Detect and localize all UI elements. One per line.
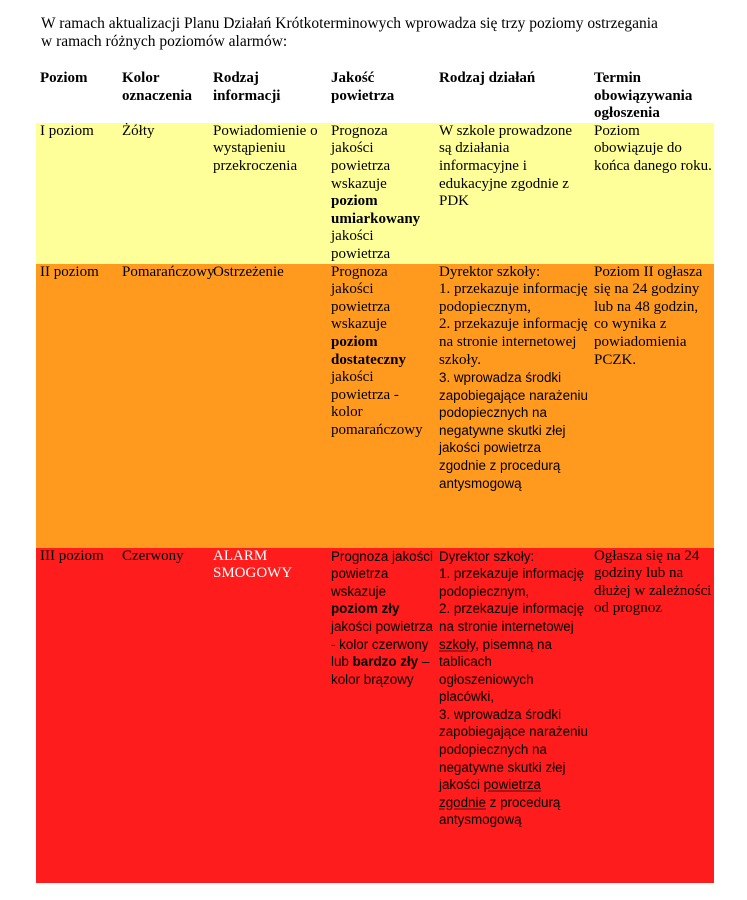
cell-kolor: Czerwony — [118, 548, 209, 883]
jakosc-text: Prognoza jakości powietrza wskazuje — [331, 122, 391, 192]
jakosc-text-post: jakości powietrza — [331, 228, 391, 262]
cell-dzialania — [435, 548, 590, 883]
header-poziom: Poziom — [40, 70, 88, 86]
jakosc-bold: poziom umiarkowany — [331, 193, 421, 227]
intro-line-2: w ramach różnych poziomów alarmów: — [41, 33, 288, 50]
dzialania-item-2: 2. przekazuje informację na stronie internetowej szkoły. — [439, 316, 588, 368]
dzialania-item-3: 3. wprowadza środki zapobiegające narażeniu podopiecznych na negatywne skutki złej jakości powietrza zgodnie z procedurą antysmogową — [439, 370, 588, 491]
jakosc-text-post: jakości powietrza - kolor pomarańczowy — [331, 369, 423, 438]
cell-poziom: I poziom — [36, 123, 118, 264]
table-row-level-3 — [36, 548, 714, 883]
intro-paragraph — [41, 15, 721, 51]
cell-informacja: Powiadomienie o wystąpieniu przekroczenia — [209, 123, 327, 264]
cell-informacja: ALARM SMOGOWY — [209, 548, 327, 883]
jakosc-text-post: – kolor brązowy — [331, 654, 430, 687]
header-rodzaj-dzialan: Rodzaj działań — [439, 70, 536, 86]
table-header-row — [36, 70, 714, 123]
cell-termin: Poziom obowiązuje do końca danego roku. — [590, 123, 714, 264]
header-jakosc: Jakość powietrza — [331, 70, 395, 104]
cell-informacja: Ostrzeżenie — [209, 264, 327, 548]
dzialania-item-3 — [439, 706, 588, 829]
warning-levels-table — [36, 70, 714, 883]
cell-poziom: II poziom — [36, 264, 118, 548]
dzialania-head: Dyrektor szkoły: — [439, 263, 541, 280]
dzialania-item-2-text: 2. przekazuje informację na stronie internetowej — [439, 601, 585, 634]
header-kolor: Kolor oznaczenia — [122, 70, 192, 104]
jakosc-text: Prognoza jakości powietrza wskazuje — [331, 548, 433, 599]
cell-kolor: Pomarańczowy — [118, 264, 209, 548]
cell-termin: Ogłasza się na 24 godziny lub na dłużej w zależności od prognoz — [590, 548, 714, 883]
dzialania-item-1: 1. przekazuje informację podopiecznym, — [439, 566, 585, 599]
cell-poziom: III poziom — [36, 548, 118, 883]
header-rodzaj-informacji: Rodzaj informacji — [213, 70, 281, 104]
cell-dzialania — [435, 264, 590, 548]
jakosc-bold: poziom dostateczny — [331, 333, 406, 368]
dzialania-head: Dyrektor szkoły: — [439, 548, 535, 564]
dzialania-item-2-underlined: szkoły — [439, 636, 476, 652]
jakosc-bold: poziom zły — [331, 601, 400, 617]
header-termin: Termin obowiązywania ogłoszenia — [594, 70, 693, 122]
cell-kolor: Żółty — [118, 123, 209, 264]
table-row-level-2 — [36, 264, 714, 548]
cell-termin: Poziom II ogłasza się na 24 godziny lub na 48 godzin, co wynika z powiadomienia PCZK. — [590, 264, 714, 548]
dzialania-item-2 — [439, 600, 588, 706]
dzialania-item-3-text: 3. wprowadza środki zapobiegające narażeniu podopiecznych na negatywne skutki złej jakości — [439, 706, 588, 793]
dzialania-item-1: 1. przekazuje informację podopiecznym, — [439, 281, 588, 315]
cell-dzialania: W szkole prowadzone są działania informacyjne i edukacyjne zgodnie z PDK — [435, 123, 590, 264]
jakosc-bold-2: bardzo zły — [352, 654, 419, 670]
table-row-level-1 — [36, 123, 714, 264]
dzialania-item-3-text-b: z procedurą antysmogową — [439, 794, 561, 828]
cell-jakosc — [327, 548, 435, 883]
cell-jakosc — [327, 123, 435, 264]
dzialania-item-2-text-b: , pisemną na tablicach ogłoszeniowych placówki, — [439, 636, 552, 705]
dzialania-item-3-underlined: powietrza zgodnie — [439, 777, 541, 810]
jakosc-text-mid: jakości powietrza - kolor czerwony lub — [331, 618, 433, 670]
cell-jakosc — [327, 264, 435, 548]
jakosc-text: Prognoza jakości powietrza wskazuje — [331, 263, 391, 333]
intro-line-1: W ramach aktualizacji Planu Działań Krótkoterminowych wprowadza się trzy poziomy ostrzegania — [41, 15, 658, 32]
